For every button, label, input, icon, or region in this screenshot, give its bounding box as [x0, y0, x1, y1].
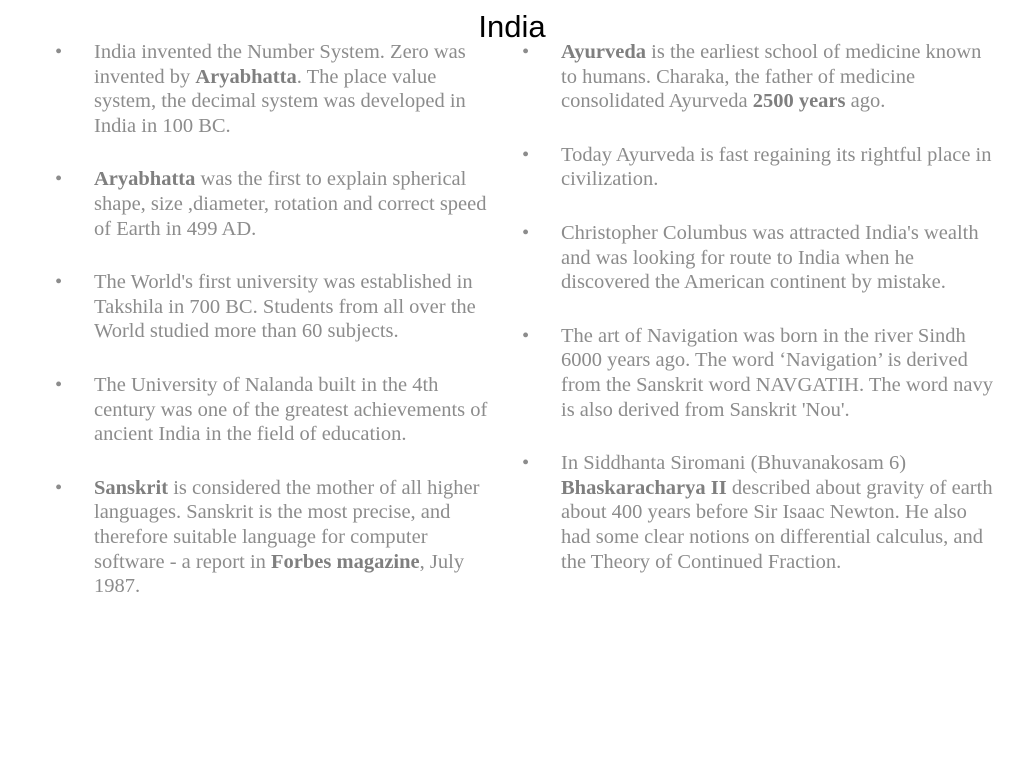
bullet-dot-icon: •: [522, 452, 530, 475]
bullet-text: The University of Nalanda built in the 4th century was one of the greatest achievements of ancient India in the field of education.: [94, 373, 488, 446]
bullet-bold-text: Sanskrit: [94, 476, 169, 499]
bullet-text: is considered the mother of all higher languages. Sanskrit is the most precise, and therefore suitable language for computer software - a report in: [94, 476, 480, 573]
bullet-item: [55, 270, 497, 344]
bullet-dot-icon: •: [522, 143, 530, 166]
bullet-bold-text: Ayurveda: [561, 41, 647, 63]
bullet-item: [55, 476, 497, 599]
bullet-bold-text: Bhaskaracharya II: [561, 476, 727, 499]
bullet-text: is the earliest school of medicine known to humans. Charaka, the father of medicine consolidated Ayurveda: [561, 41, 982, 113]
bullet-dot-icon: •: [55, 41, 63, 63]
bullet-text: In Siddhanta Siromani (Bhuvanakosam 6): [561, 452, 907, 475]
bullet-item: [55, 40, 497, 138]
bullet-text: The art of Navigation was born in the river Sindh 6000 years ago. The word ‘Navigation’ is derived from the Sanskrit word NAVGATIH. The word navy is also derived from Sanskrit 'Nou'.: [561, 324, 993, 421]
bullet-item: [522, 40, 1000, 114]
bullet-text: . The place value system, the decimal system was developed in India in 100 BC.: [94, 65, 466, 137]
right-bullet-column: [522, 40, 1000, 603]
bullet-bold-text: Forbes magazine: [271, 550, 420, 573]
bullet-dot-icon: •: [522, 221, 530, 244]
bullet-dot-icon: •: [522, 41, 530, 63]
bullet-bold-text: Aryabhatta: [94, 168, 196, 191]
bullet-item: [522, 143, 1000, 192]
bullet-item: [55, 167, 497, 241]
bullet-text: India invented the Number System. Zero was invented by: [94, 41, 466, 88]
bullet-bold-text: Aryabhatta: [195, 65, 297, 88]
bullet-dot-icon: •: [55, 476, 63, 499]
bullet-dot-icon: •: [55, 168, 63, 191]
bullet-text: described about gravity of earth about 400 years before Sir Isaac Newton. He also had some clear notions on differential calculus, and the Theory of Continued Fraction.: [561, 476, 993, 573]
bullet-text: The World's first university was established in Takshila in 700 BC. Students from all over the World studied more than 60 subjects.: [94, 271, 476, 343]
slide-title: India: [478, 9, 546, 44]
bullet-item: [522, 324, 1000, 422]
bullet-dot-icon: •: [55, 373, 63, 396]
bullet-item: [522, 221, 1000, 295]
bullet-text: was the first to explain spherical shape, size ,diameter, rotation and correct speed of Earth in 499 AD.: [94, 168, 487, 240]
bullet-bold-text: 2500 years: [752, 90, 846, 113]
bullet-dot-icon: •: [522, 324, 530, 347]
bullet-dot-icon: •: [55, 271, 63, 294]
bullet-text: Christopher Columbus was attracted India's wealth and was looking for route to India when he discovered the American continent by mistake.: [561, 221, 979, 294]
bullet-item: [55, 373, 497, 447]
bullet-item: [522, 451, 1000, 574]
bullet-text: , July 1987.: [94, 550, 465, 598]
bullet-text: ago.: [845, 90, 886, 113]
left-bullet-column: [55, 40, 497, 628]
bullet-text: Today Ayurveda is fast regaining its rightful place in civilization.: [561, 143, 992, 191]
